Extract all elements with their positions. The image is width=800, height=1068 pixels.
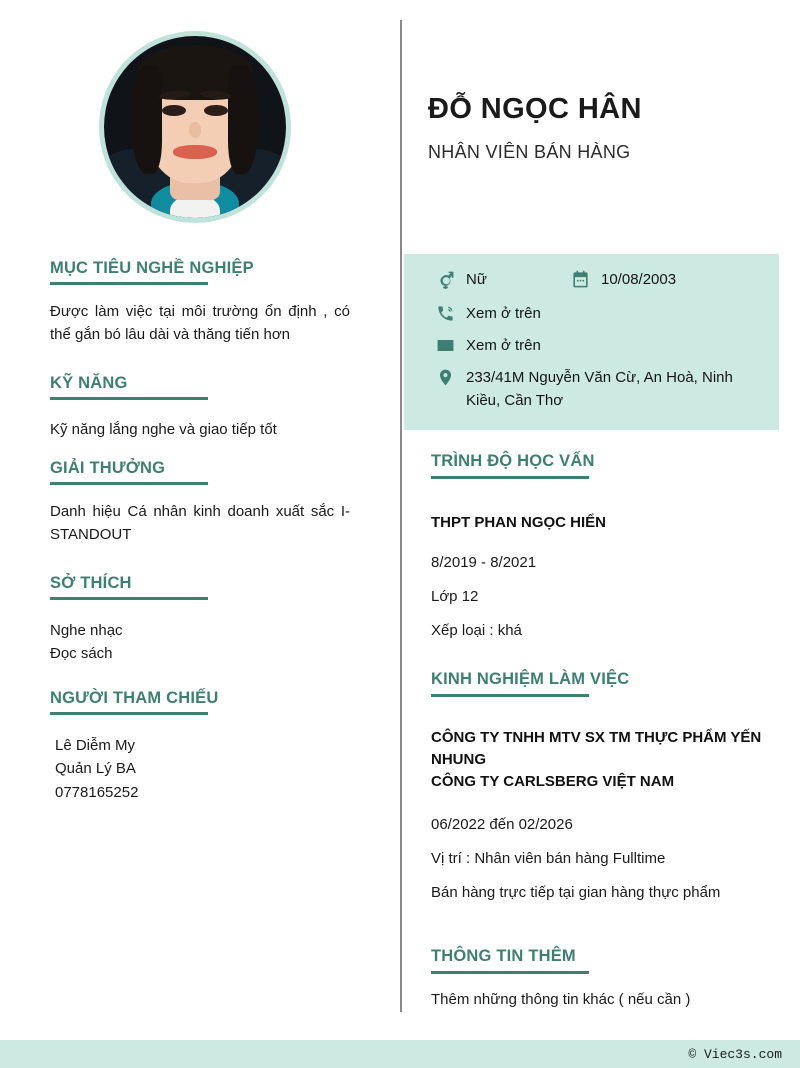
location-pin-icon <box>436 368 455 387</box>
section-experience-title: KINH NGHIỆM LÀM VIỆC <box>431 670 630 688</box>
section-rule <box>50 712 208 715</box>
reference-name: Lê Diễm My <box>55 737 136 754</box>
contact-address-value: 233/41M Nguyễn Văn Cừ, An Hoà, Ninh Kiều, Cần Thơ <box>466 369 733 409</box>
section-skills-title: KỸ NĂNG <box>50 374 128 392</box>
footer-bar <box>0 1040 800 1068</box>
section-hobbies-body <box>50 619 350 666</box>
section-education-title: TRÌNH ĐỘ HỌC VẤN <box>431 452 595 470</box>
section-awards-title: GIẢI THƯỞNG <box>50 459 166 477</box>
section-reference-header <box>50 689 218 715</box>
contact-email-value: Xem ở trên <box>466 337 541 354</box>
section-rule <box>431 476 589 479</box>
section-rule <box>50 282 208 285</box>
footer-copyright: © Viec3s.com <box>688 1046 782 1062</box>
education-dates: 8/2019 - 8/2021 <box>431 554 537 571</box>
gender-icon <box>436 270 455 289</box>
education-grade: Lớp 12 <box>431 588 479 605</box>
section-awards-header <box>50 459 208 485</box>
contact-phone-value: Xem ở trên <box>466 305 541 322</box>
phone-icon <box>436 304 455 323</box>
hobby-item: Nghe nhạc <box>50 622 123 639</box>
column-divider <box>400 20 402 1012</box>
section-skills-body: Kỹ năng lắng nghe và giao tiếp tốt <box>50 421 277 438</box>
section-more-title: THÔNG TIN THÊM <box>431 947 576 965</box>
section-rule <box>50 597 208 600</box>
avatar <box>99 31 291 223</box>
section-skills-header <box>50 374 208 400</box>
experience-company-secondary: CÔNG TY CARLSBERG VIỆT NAM <box>431 772 675 790</box>
section-experience-header <box>431 670 629 697</box>
education-ranking: Xếp loại : khá <box>431 622 522 639</box>
section-reference-body <box>55 734 355 804</box>
contact-dob <box>571 269 676 292</box>
left-column <box>0 0 400 1040</box>
page-title: ĐỖ NGỌC HÂN <box>428 93 642 125</box>
section-awards-body: Danh hiệu Cá nhân kinh doanh xuất sắc I-STANDOUT <box>50 503 350 544</box>
contact-panel <box>404 254 779 430</box>
reference-position: Quản Lý BA <box>55 760 136 778</box>
experience-company-primary: CÔNG TY TNHH MTV SX TM THỰC PHẨM YẾN NHUNG <box>431 729 762 768</box>
reference-phone: 0778165252 <box>55 783 139 801</box>
section-rule <box>431 694 589 697</box>
section-reference-title: NGƯỜI THAM CHIẾU <box>50 689 219 707</box>
contact-gender-value: Nữ <box>466 271 487 288</box>
experience-description: Bán hàng trực tiếp tại gian hàng thực phẩm <box>431 884 721 901</box>
experience-dates: 06/2022 đến 02/2026 <box>431 816 573 833</box>
education-school: THPT PHAN NGỌC HIỂN <box>431 514 607 531</box>
section-objective-header <box>50 259 254 285</box>
section-rule <box>50 482 208 485</box>
contact-email[interactable] <box>436 335 541 358</box>
section-rule <box>431 971 589 974</box>
experience-companies <box>431 727 776 792</box>
contact-dob-value: 10/08/2003 <box>601 271 677 288</box>
section-rule <box>50 397 208 400</box>
experience-position: Vị trí : Nhân viên bán hàng Fulltime <box>431 850 666 867</box>
avatar-photo <box>104 36 286 218</box>
hobby-item: Đọc sách <box>50 645 113 663</box>
calendar-icon <box>571 270 590 289</box>
job-title: NHÂN VIÊN BÁN HÀNG <box>428 142 631 162</box>
envelope-icon <box>436 336 455 355</box>
section-more-header <box>431 947 589 974</box>
section-hobbies-title: SỞ THÍCH <box>50 574 132 592</box>
section-education-header <box>431 452 595 479</box>
contact-gender <box>436 269 487 292</box>
contact-address <box>436 367 756 412</box>
section-more-body: Thêm những thông tin khác ( nếu cần ) <box>431 991 691 1008</box>
contact-phone[interactable] <box>436 303 541 326</box>
section-objective-body: Được làm việc tại môi trường ổn định , có thể gắn bó lâu dài và thăng tiến hơn <box>50 303 350 344</box>
section-objective-title: MỤC TIÊU NGHỀ NGHIỆP <box>50 259 254 277</box>
section-hobbies-header <box>50 574 208 600</box>
